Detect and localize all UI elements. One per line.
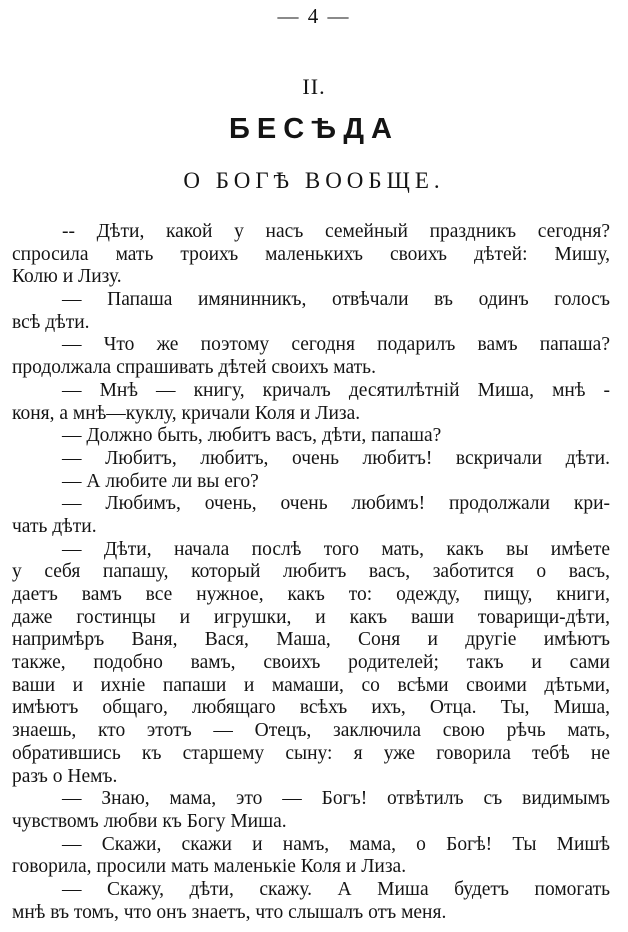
text-line: — Мнѣ — книгу, кричалъ десятилѣтній Миша, мнѣ -: [62, 379, 610, 401]
text-line: напримѣръ Ваня, Вася, Маша, Соня и другіе имѣютъ: [12, 629, 610, 651]
text-line: коня, а мнѣ—куклу, кричали Коля и Лиза.: [12, 402, 361, 424]
text-line: спросила мать троихъ маленькихъ своихъ дѣтей: Мишу,: [12, 243, 610, 265]
text-line: разъ о Немъ.: [12, 765, 118, 787]
text-line: — Папаша имянинникъ, отвѣчали въ одинъ голосъ: [62, 289, 610, 311]
text-line: -- Дѣти, какой у насъ семейный праздникъ сегодня?: [62, 221, 610, 242]
text-line: — Должно быть, любитъ васъ, дѣти, папаша?: [62, 425, 442, 447]
text-line: чать дѣти.: [12, 515, 97, 537]
chapter-subtitle: О БОГѢ ВООБЩЕ.: [183, 168, 445, 193]
text-line: знаешь, кто этотъ — Отецъ, заключила свою рѣчь мать,: [12, 720, 610, 742]
text-line: — Что же поэтому сегодня подарилъ вамъ папаша?: [62, 334, 610, 356]
text-line: имѣютъ общаго, любящаго всѣхъ ихъ, Отца. Ты, Миша,: [12, 697, 610, 719]
text-line: ваши и ихніе папаши и мамаши, со всѣми своими дѣтьми,: [12, 674, 610, 696]
body-text: [12, 221, 610, 924]
text-line: — Любитъ, любитъ, очень любитъ! вскричали дѣти.: [62, 447, 610, 469]
text-line: — Дѣти, начала послѣ того мать, какъ вы имѣете: [62, 538, 610, 560]
text-line: даетъ вамъ все нужное, какъ то: одежду, пищу, книги,: [12, 584, 610, 605]
text-line: — А любите ли вы его?: [62, 470, 259, 492]
page-number: — 4 —: [277, 4, 351, 28]
text-line: — Любимъ, очень, очень любимъ! продолжали кри-: [62, 493, 610, 515]
text-line: говорила, просили мать маленькіе Коля и Лиза.: [12, 856, 407, 878]
text-line: также, подобно вамъ, своихъ родителей; такъ и сами: [12, 652, 610, 674]
text-line: — Скажи, скажи и намъ, мама, о Богѣ! Ты Мишѣ: [62, 833, 610, 855]
text-line: даже гостинцы и игрушки, и какъ ваши товарищи-дѣти,: [12, 606, 610, 628]
text-line: обратившись къ старшему сыну: я уже говорила тебѣ не: [12, 742, 610, 764]
text-line: Колю и Лизу.: [12, 266, 122, 288]
text-line: — Скажу, дѣти, скажу. А Миша будетъ помогать: [62, 878, 610, 900]
text-line: всѣ дѣти.: [12, 311, 90, 333]
chapter-title: БЕСѢДА: [229, 113, 399, 145]
text-line: мнѣ въ томъ, что онъ знаетъ, что слышалъ отъ меня.: [12, 901, 447, 923]
chapter-number: II.: [302, 74, 326, 99]
text-line: чувствомъ любви къ Богу Миша.: [12, 810, 287, 832]
text-line: у себя папашу, который любитъ васъ, заботится о васъ,: [12, 561, 610, 583]
text-line: — Знаю, мама, это — Богъ! отвѣтилъ съ видимымъ: [62, 788, 610, 810]
text-line: продолжала спрашивать дѣтей своихъ мать.: [12, 357, 376, 379]
